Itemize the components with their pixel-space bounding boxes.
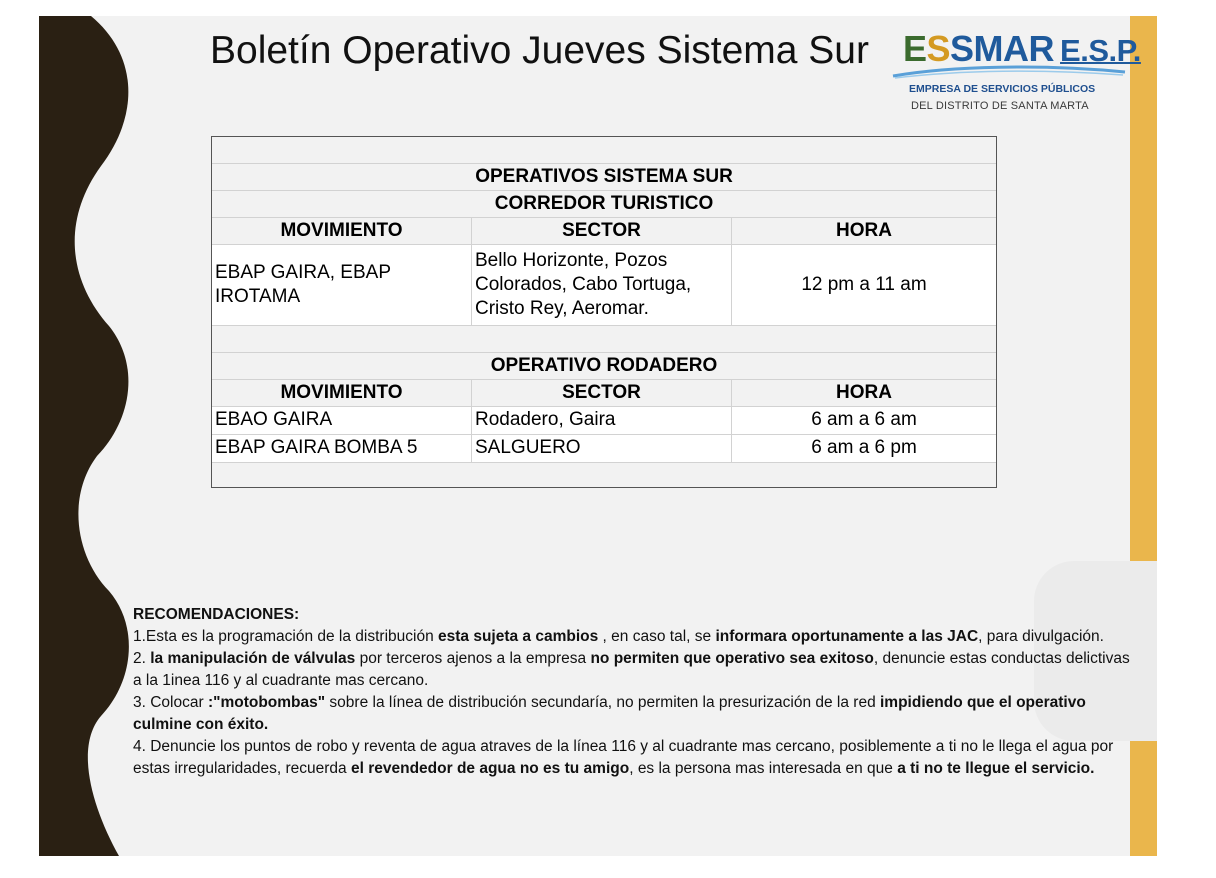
logo-wordmark: ESSMAR E.S.P. (903, 28, 1141, 69)
table-row (212, 407, 996, 435)
column-header-hora: HORA (731, 380, 996, 406)
table-row (212, 191, 996, 218)
cell-sector: Bello Horizonte, Pozos Colorados, Cabo Tortuga, Cristo Rey, Aeromar. (471, 245, 731, 325)
cell-hora: 12 pm a 11 am (731, 245, 996, 325)
logo-subtitle-line1: EMPRESA DE SERVICIOS PÚBLICOS (909, 83, 1096, 95)
cell-sector: SALGUERO (471, 435, 731, 462)
recommendation-item-4: 4. Denuncie los puntos de robo y reventa de agua atraves de la línea 116 y al cuadrante mas cercano, posiblemente a ti no le llega el agua por estas irregularidades, recuerda el revendedor de agua no es tu amigo, es la persona mas interesada en que a ti no te llegue el servicio. (133, 738, 1114, 777)
section-title: OPERATIVO RODADERO (490, 354, 718, 376)
essmar-logo (889, 26, 1141, 118)
recommendation-item-3: 3. Colocar :"motobombas" sobre la línea de distribución secundaría, no permiten la presurización de la red impidiendo que el operativo culmine con éxito. (133, 694, 1086, 733)
cell-movimiento: EBAO GAIRA (215, 409, 333, 431)
table-header-row (212, 380, 996, 407)
cell-hora: 6 am a 6 am (731, 407, 996, 434)
cell-movimiento: EBAP GAIRA BOMBA 5 (215, 437, 418, 459)
cell-sector: Rodadero, Gaira (471, 407, 731, 434)
logo-swoosh-icon (891, 64, 1127, 80)
column-header-hora: HORA (731, 218, 996, 244)
column-header-movimiento: MOVIMIENTO (280, 219, 403, 241)
column-header-sector: SECTOR (471, 380, 731, 406)
recommendation-item-2: 2. la manipulación de válvulas por terceros ajenos a la empresa no permiten que operativo sea exitoso, denuncie estas conductas delictivas a la 1inea 116 y al cuadrante mas cercano. (133, 650, 1130, 689)
table-header-row (212, 218, 996, 245)
slide (39, 16, 1157, 856)
table-row-spacer (212, 137, 996, 164)
table-row (212, 435, 996, 463)
wave-border-decoration (39, 16, 139, 856)
table-row (212, 164, 996, 191)
logo-subtitle-line2: DEL DISTRITO DE SANTA MARTA (911, 100, 1089, 112)
cell-hora: 6 am a 6 pm (731, 435, 996, 462)
cell-movimiento: EBAP GAIRA, EBAP IROTAMA (215, 261, 391, 307)
recommendations-heading: RECOMENDACIONES: (133, 606, 300, 623)
column-header-sector: SECTOR (471, 218, 731, 244)
table-row (212, 353, 996, 380)
section-subtitle: CORREDOR TURISTICO (494, 192, 714, 214)
table-row-spacer (212, 326, 996, 353)
section-title: OPERATIVOS SISTEMA SUR (475, 165, 733, 187)
column-header-movimiento: MOVIMIENTO (280, 381, 403, 403)
recommendations (133, 604, 1133, 780)
recommendation-item-1: 1.Esta es la programación de la distribución esta sujeta a cambios , en caso tal, se informara oportunamente a las JAC, para divulgación. (133, 628, 1104, 645)
table-row (212, 245, 996, 326)
page-title: Boletín Operativo Jueves Sistema Sur (210, 29, 869, 72)
operations-table (211, 136, 997, 488)
